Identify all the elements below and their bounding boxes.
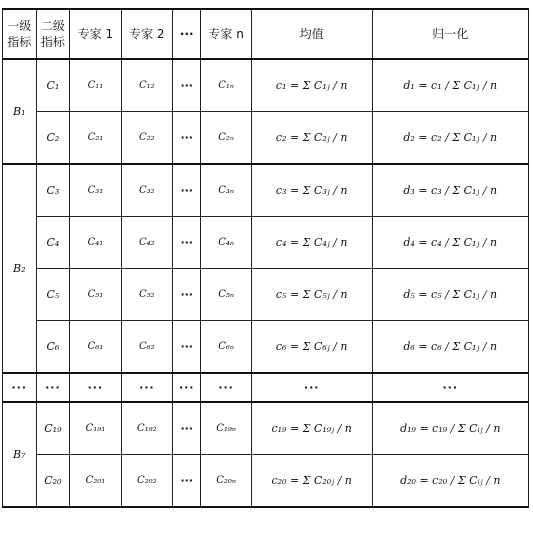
mean-formula: c₆ = Σ C₆ⱼ / n: [251, 321, 372, 374]
ellipsis-cell: ···: [201, 373, 251, 402]
score-cell: C₆₂: [121, 321, 172, 374]
indicator-cell: C₁: [36, 59, 70, 112]
indicator-cell: C₄: [36, 217, 70, 269]
indicator-cell: C₂: [36, 112, 70, 165]
table-row: [3, 217, 529, 269]
ellipsis-row: [3, 373, 529, 402]
ellipsis-cell: ···: [173, 112, 201, 165]
score-cell: C₂₁: [70, 112, 121, 165]
ellipsis-cell: ···: [3, 373, 37, 402]
score-cell: C₁₉₂: [121, 402, 172, 455]
ellipsis-cell: ···: [173, 217, 201, 269]
score-cell: C₃₁: [70, 164, 121, 217]
score-cell: C₅₂: [121, 269, 172, 321]
mean-formula: c₂₀ = Σ C₂₀ⱼ / n: [251, 455, 372, 508]
header-expert1: 专家 1: [70, 9, 121, 59]
group-label: B₂: [3, 164, 37, 373]
table-row: [3, 321, 529, 374]
header-expert2: 专家 2: [121, 9, 172, 59]
normalize-formula: d₁₉ = c₁₉ / Σ Cᵢⱼ / n: [372, 402, 528, 455]
indicator-cell: C₅: [36, 269, 70, 321]
mean-formula: c₂ = Σ C₂ⱼ / n: [251, 112, 372, 165]
table-row: [3, 59, 529, 112]
mean-formula: c₅ = Σ C₅ⱼ / n: [251, 269, 372, 321]
normalize-formula: d₅ = c₅ / Σ C₁ⱼ / n: [372, 269, 528, 321]
score-cell: C₁ₙ: [201, 59, 251, 112]
ellipsis-cell: ···: [173, 321, 201, 374]
score-cell: C₂₂: [121, 112, 172, 165]
ellipsis-cell: ···: [36, 373, 70, 402]
score-cell: C₂₀₁: [70, 455, 121, 508]
header-normalize: 归一化: [372, 9, 528, 59]
header-expertn: 专家 n: [201, 9, 251, 59]
score-cell: C₆ₙ: [201, 321, 251, 374]
indicator-cell: C₆: [36, 321, 70, 374]
ellipsis-cell: ···: [121, 373, 172, 402]
ellipsis-cell: ···: [173, 455, 201, 508]
ellipsis-cell: ···: [173, 373, 201, 402]
header-level1: 一级 指标: [3, 9, 37, 59]
score-cell: C₄₂: [121, 217, 172, 269]
ellipsis-cell: ···: [173, 164, 201, 217]
indicator-cell: C₁₉: [36, 402, 70, 455]
score-cell: C₄ₙ: [201, 217, 251, 269]
mean-formula: c₁₉ = Σ C₁₉ⱼ / n: [251, 402, 372, 455]
mean-formula: c₄ = Σ C₄ⱼ / n: [251, 217, 372, 269]
score-cell: C₃₂: [121, 164, 172, 217]
mean-formula: c₃ = Σ C₃ⱼ / n: [251, 164, 372, 217]
table-row: [3, 402, 529, 455]
header-mean: 均值: [251, 9, 372, 59]
score-cell: C₄₁: [70, 217, 121, 269]
header-row: [3, 9, 529, 59]
ellipsis-cell: ···: [173, 402, 201, 455]
ellipsis-cell: ···: [372, 373, 528, 402]
score-cell: C₅₁: [70, 269, 121, 321]
table-row: [3, 112, 529, 165]
score-cell: C₂₀ₙ: [201, 455, 251, 508]
group-label: B₁: [3, 59, 37, 164]
ellipsis-cell: ···: [173, 59, 201, 112]
ellipsis-cell: ···: [251, 373, 372, 402]
mean-formula: c₁ = Σ C₁ⱼ / n: [251, 59, 372, 112]
normalize-formula: d₃ = c₃ / Σ C₁ⱼ / n: [372, 164, 528, 217]
header-level2: 二级 指标: [36, 9, 70, 59]
score-cell: C₁₉₁: [70, 402, 121, 455]
header-ellipsis: ···: [173, 9, 201, 59]
normalize-formula: d₁ = c₁ / Σ C₁ⱼ / n: [372, 59, 528, 112]
normalize-formula: d₂ = c₂ / Σ C₁ⱼ / n: [372, 112, 528, 165]
score-cell: C₆₁: [70, 321, 121, 374]
indicator-cell: C₂₀: [36, 455, 70, 508]
score-cell: C₅ₙ: [201, 269, 251, 321]
normalize-formula: d₂₀ = c₂₀ / Σ Cᵢⱼ / n: [372, 455, 528, 508]
normalize-formula: d₆ = c₆ / Σ C₁ⱼ / n: [372, 321, 528, 374]
table-row: [3, 164, 529, 217]
score-cell: C₃ₙ: [201, 164, 251, 217]
table-row: [3, 455, 529, 508]
ellipsis-cell: ···: [173, 269, 201, 321]
score-cell: C₁₉ₙ: [201, 402, 251, 455]
expert-score-table: [2, 8, 529, 508]
ellipsis-cell: ···: [70, 373, 121, 402]
indicator-cell: C₃: [36, 164, 70, 217]
score-cell: C₂ₙ: [201, 112, 251, 165]
score-cell: C₁₂: [121, 59, 172, 112]
score-cell: C₂₀₂: [121, 455, 172, 508]
group-label: B₇: [3, 402, 37, 507]
score-cell: C₁₁: [70, 59, 121, 112]
table-row: [3, 269, 529, 321]
normalize-formula: d₄ = c₄ / Σ C₁ⱼ / n: [372, 217, 528, 269]
